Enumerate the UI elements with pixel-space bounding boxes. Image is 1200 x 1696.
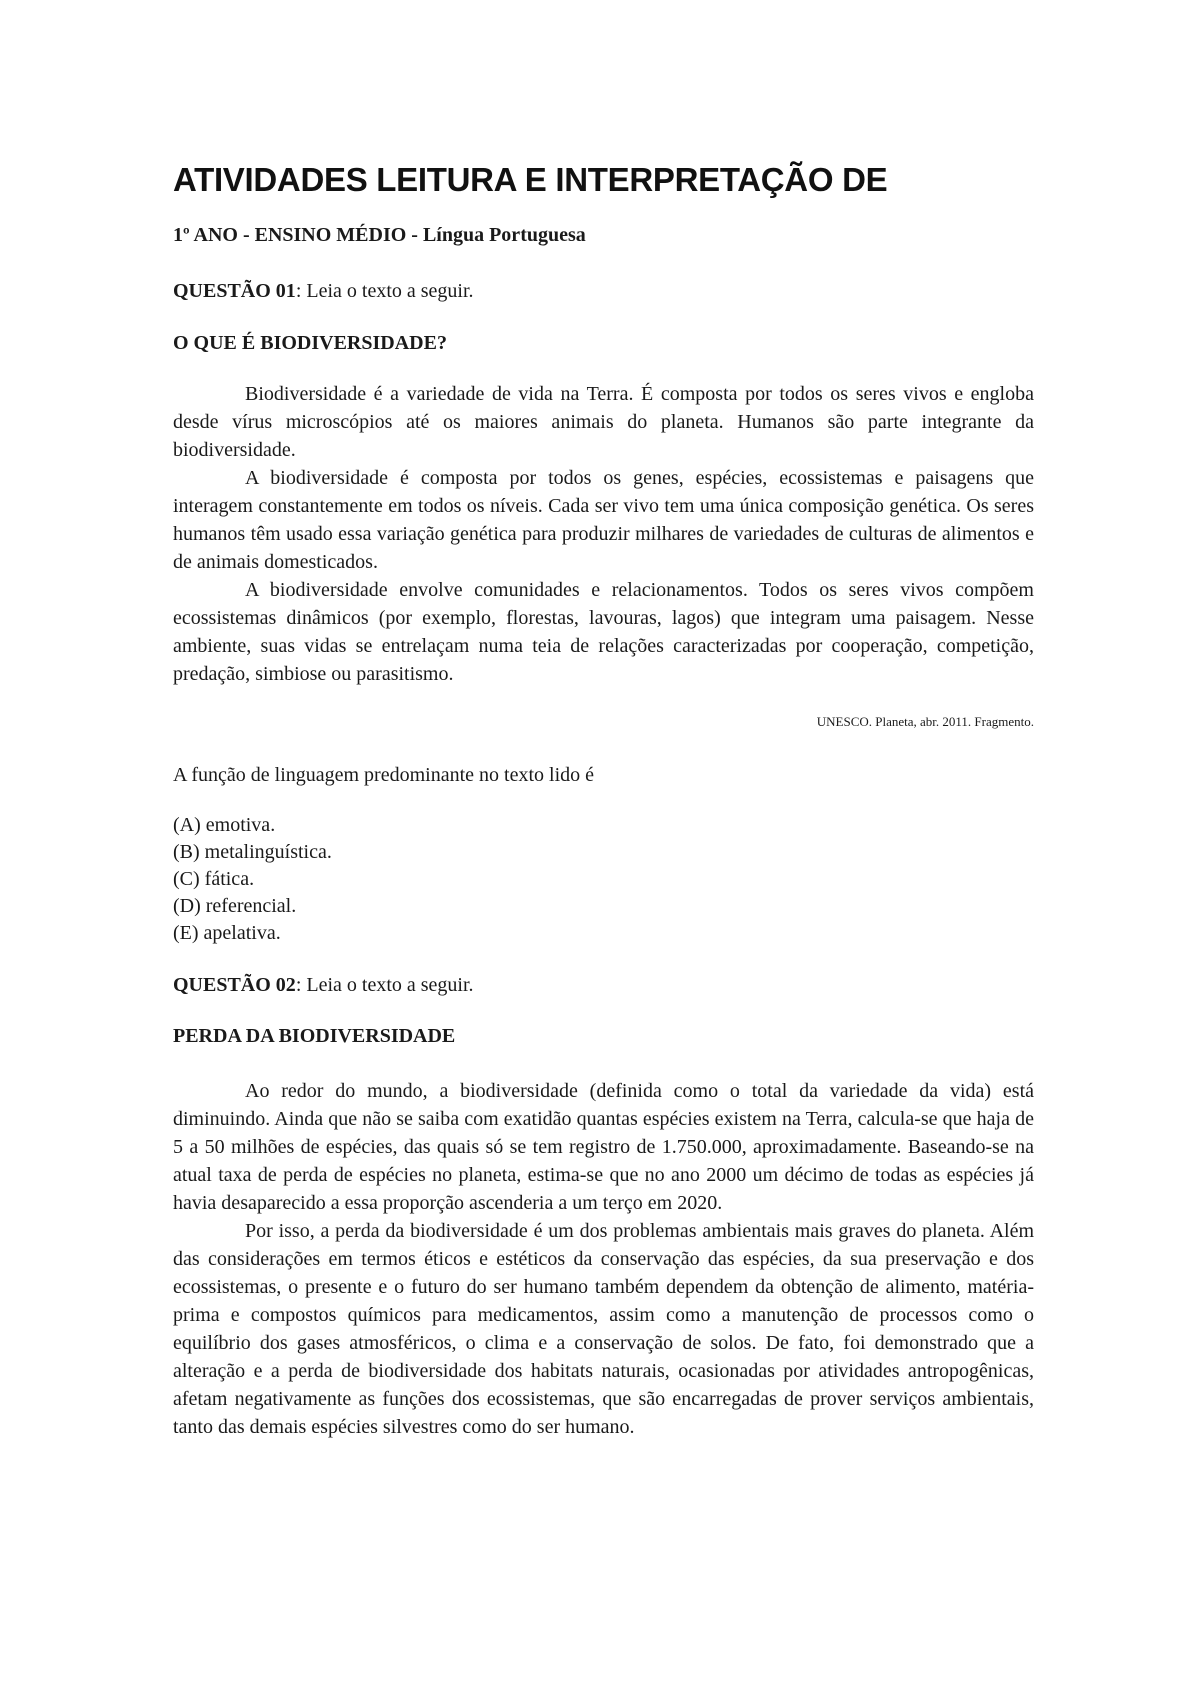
passage-paragraph: Por isso, a perda da biodiversidade é um dos problemas ambientais mais graves do planeta. Além das considerações em termos éticos e estéticos da conservação das espécies, da sua preservação e dos ecossistemas, o presente e o futuro do ser humano também dependem da obtenção de alimento, matéria-prima e compostos químicos para medicamentos, assim como a manutenção de processos como o equilíbrio dos gases atmosféricos, o clima e a conservação de solos. De fato, foi demonstrado que a alteração e a perda de biodiversidade dos habitats naturais, ocasionadas por atividades antropogênicas, afetam negativamente as funções dos ecossistemas, que são encarregadas de prover serviços ambientais, tanto das demais espécies silvestres como do ser humano. xyxy=(173,1220,1034,1438)
question-01-prompt: A função de linguagem predominante no texto lido é xyxy=(173,764,594,786)
passage-paragraph: Biodiversidade é a variedade de vida na Terra. É composta por todos os seres vivos e engloba desde vírus microscópios até os maiores animais do planeta. Humanos são parte integrante da biodiversidade. xyxy=(173,383,1034,461)
answer-option-e: (E) apelativa. xyxy=(173,922,281,944)
question-02-label: QUESTÃO 02 xyxy=(173,974,296,996)
document-title: ATIVIDADES LEITURA E INTERPRETAÇÃO DE xyxy=(173,161,888,198)
answer-option-d: (D) referencial. xyxy=(173,895,297,917)
question-02 xyxy=(173,972,1034,1441)
passage-paragraph: A biodiversidade envolve comunidades e relacionamentos. Todos os seres vivos compõem ecossistemas dinâmicos (por exemplo, florestas, lavouras, lagos) que integram uma paisagem. Nesse ambiente, suas vidas se entrelaçam numa teia de relações caracterizadas por cooperação, competição, predação, simbiose ou parasitismo. xyxy=(173,579,1034,685)
passage-paragraph: Ao redor do mundo, a biodiversidade (definida como o total da variedade da vida) está diminuindo. Ainda que não se saiba com exatidão quantas espécies existem na Terra, calcula-se que haja de 5 a 50 milhões de espécies, das quais só se tem registro de 1.750.000, aproximadamente. Baseando-se na atual taxa de perda de espécies no planeta, estima-se que no ano 2000 um décimo de todas as espécies já havia desaparecido a essa proporção ascenderia a um terço em 2020. xyxy=(173,1080,1034,1214)
answer-option-b: (B) metalinguística. xyxy=(173,841,332,863)
question-01-text-title: O QUE É BIODIVERSIDADE? xyxy=(173,332,447,354)
question-02-text-title: PERDA DA BIODIVERSIDADE xyxy=(173,1025,456,1047)
question-01-label: QUESTÃO 01 xyxy=(173,280,296,302)
answer-options xyxy=(173,812,1034,947)
question-01-instruction: : Leia o texto a seguir. xyxy=(295,280,474,302)
question-01-header xyxy=(173,278,1034,304)
document-page xyxy=(173,160,1034,1680)
question-02-passage xyxy=(173,1077,1034,1441)
passage-paragraph: A biodiversidade é composta por todos os genes, espécies, ecossistemas e paisagens que interagem constantemente em todos os níveis. Cada ser vivo tem uma única composição genética. Os seres humanos têm usado essa variação genética para produzir milhares de variedades de culturas de alimentos e de animais domesticados. xyxy=(173,467,1034,573)
document-subtitle: 1º ANO - ENSINO MÉDIO - Língua Portuguesa xyxy=(173,224,586,246)
question-02-instruction: : Leia o texto a seguir. xyxy=(295,974,474,996)
question-01 xyxy=(173,278,1034,947)
question-02-header xyxy=(173,972,1034,998)
source-citation: UNESCO. Planeta, abr. 2011. Fragmento. xyxy=(816,714,1034,729)
question-01-passage xyxy=(173,380,1034,688)
answer-option-a: (A) emotiva. xyxy=(173,814,276,836)
answer-option-c: (C) fática. xyxy=(173,868,255,890)
